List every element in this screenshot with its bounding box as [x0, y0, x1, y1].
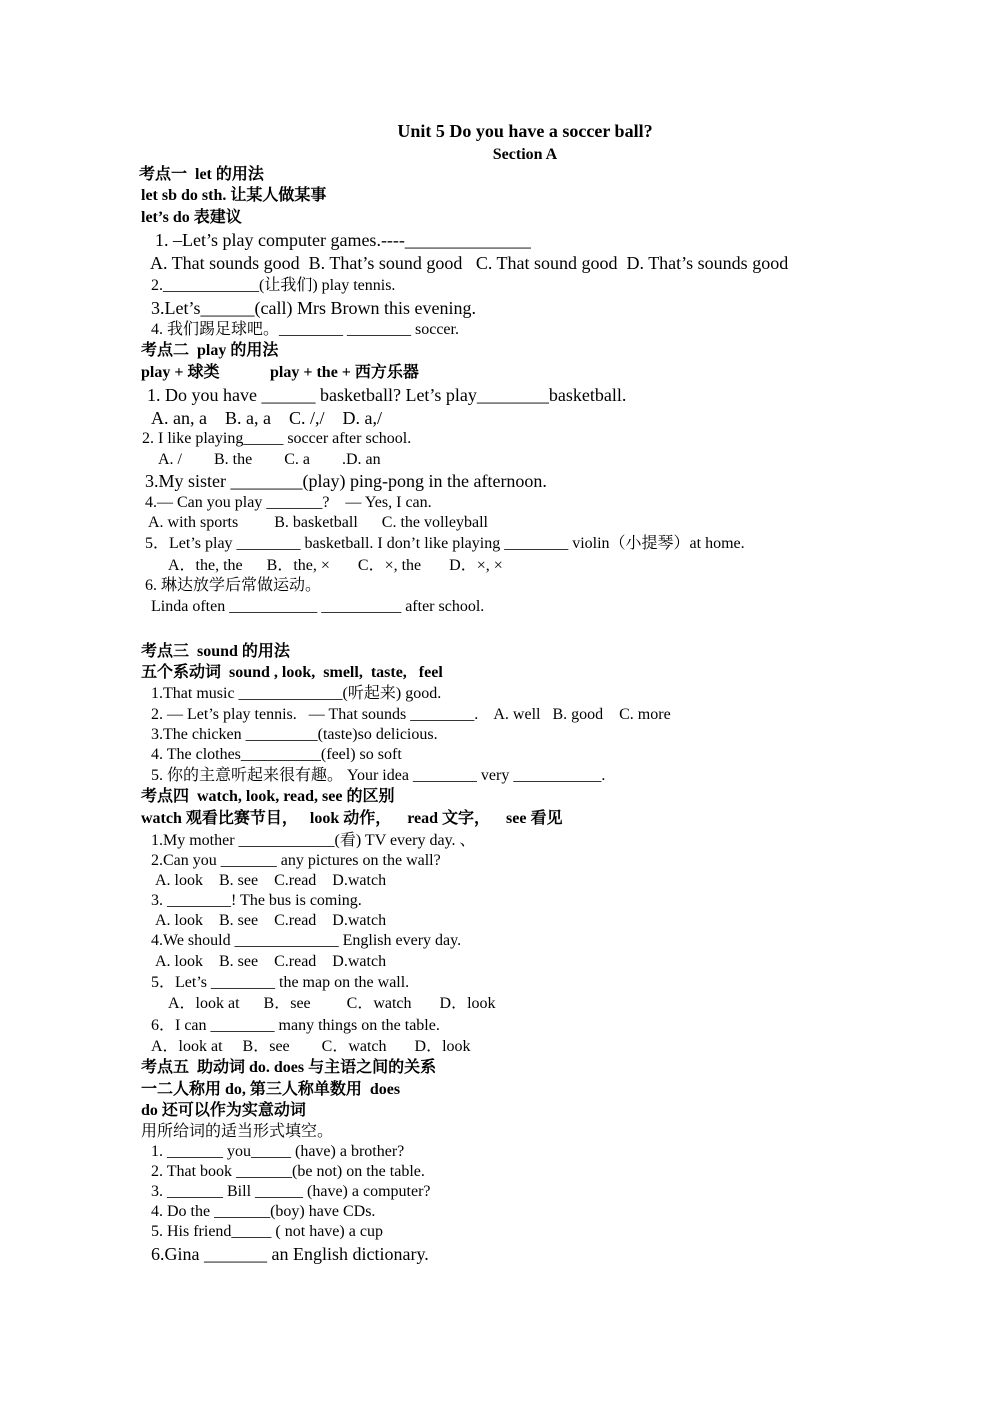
- section-1-rule-1: let sb do sth. 让某人做某事: [141, 187, 327, 204]
- section-5-rule-1: 一二人称用 do, 第三人称单数用 does: [141, 1081, 401, 1098]
- section-1-question-2: 2.____________(让我们) play tennis.: [151, 277, 396, 294]
- section-1-question-4: 4. 我们踢足球吧。________ ________ soccer.: [151, 321, 459, 338]
- section-2-rule-2: play + the + 西方乐器: [270, 364, 419, 381]
- section-2-question-2-options: A. / B. the C. a .D. an: [158, 451, 381, 468]
- section-3-question-4: 4. The clothes__________(feel) so soft: [151, 746, 402, 763]
- section-3-rule: 五个系动词 sound , look, smell, taste, feel: [141, 664, 443, 681]
- section-2-question-4-options: A. with sports B. basketball C. the volleyball: [148, 514, 488, 531]
- section-3-heading: 考点三 sound 的用法: [141, 643, 290, 660]
- section-5-question-4: 4. Do the _______(boy) have CDs.: [151, 1203, 376, 1220]
- section-2-question-6: 6. 琳达放学后常做运动。: [145, 577, 322, 594]
- section-2-heading: 考点二 play 的用法: [141, 342, 279, 359]
- section-5-rule-2: do 还可以作为实意动词: [141, 1102, 306, 1119]
- section-5-instruction: 用所给词的适当形式填空。: [141, 1123, 334, 1140]
- section-5-question-1: 1. _______ you_____ (have) a brother?: [151, 1143, 405, 1160]
- section-1-question-3: 3.Let’s______(call) Mrs Brown this evening.: [151, 298, 476, 318]
- section-4-question-4: 4.We should _____________ English every day.: [151, 932, 462, 949]
- section-4-question-6-options: A．look at B．see C．watch D．look: [151, 1038, 471, 1055]
- section-2-question-3: 3.My sister ________(play) ping-pong in the afternoon.: [145, 471, 547, 491]
- section-2-question-1: 1. Do you have ______ basketball? Let’s play________basketball.: [147, 385, 627, 405]
- section-2-question-5: 5．Let’s play ________ basketball. I don’t like playing ________ violin（小提琴）at home.: [145, 535, 745, 552]
- section-2-question-4: 4.— Can you play _______? — Yes, I can.: [145, 494, 432, 511]
- section-4-question-3-options: A. look B. see C.read D.watch: [155, 912, 387, 929]
- section-4-question-2-options: A. look B. see C.read D.watch: [155, 872, 387, 889]
- section-4-question-3: 3. ________! The bus is coming.: [151, 892, 362, 909]
- section-4-question-2: 2.Can you _______ any pictures on the wall?: [151, 852, 441, 869]
- section-4-question-5: 5．Let’s ________ the map on the wall.: [151, 974, 410, 991]
- section-2-question-5-options: A．the, the B．the, × C．×, the D．×, ×: [168, 557, 503, 574]
- page-title: Unit 5 Do you have a soccer ball?: [397, 121, 653, 141]
- section-1-rule-2: let’s do 表建议: [141, 209, 242, 226]
- section-1-heading: 考点一 let 的用法: [139, 166, 264, 183]
- section-3-question-3: 3.The chicken _________(taste)so delicious.: [151, 726, 438, 743]
- section-5-question-6: 6.Gina _______ an English dictionary.: [151, 1244, 429, 1264]
- section-4-question-5-options: A．look at B．see C．watch D．look: [168, 995, 496, 1012]
- section-4-question-6: 6．I can ________ many things on the table.: [151, 1017, 440, 1034]
- section-2-question-6-answer-line: Linda often ___________ __________ after school.: [151, 598, 485, 615]
- page-subtitle: Section A: [492, 146, 558, 163]
- section-3-question-5: 5. 你的主意听起来很有趣。 Your idea ________ very ___________.: [151, 767, 606, 784]
- section-2-rule-1: play + 球类: [141, 364, 220, 381]
- section-5-question-2: 2. That book _______(be not) on the table.: [151, 1163, 425, 1180]
- section-3-question-1: 1.That music _____________(听起来) good.: [151, 685, 442, 702]
- section-2-question-2: 2. I like playing_____ soccer after school.: [142, 430, 412, 447]
- section-5-question-3: 3. _______ Bill ______ (have) a computer?: [151, 1183, 431, 1200]
- section-5-question-5: 5. His friend_____ ( not have) a cup: [151, 1223, 383, 1240]
- section-1-question-1-options: A. That sounds good B. That’s sound good C. That sound good D. That’s sounds good: [150, 253, 789, 273]
- section-3-question-2: 2. — Let’s play tennis. — That sounds ________. A. well B. good C. more: [151, 706, 671, 723]
- section-5-heading: 考点五 助动词 do. does 与主语之间的关系: [141, 1059, 437, 1076]
- section-2-question-1-options: A. an, a B. a, a C. /,/ D. a,/: [151, 408, 382, 428]
- section-1-question-1: 1. –Let’s play computer games.----______________: [155, 230, 531, 250]
- section-4-heading: 考点四 watch, look, read, see 的区别: [141, 788, 395, 805]
- section-4-question-1: 1.My mother ____________(看) TV every day. 、: [151, 832, 476, 849]
- section-4-rule: watch 观看比赛节目， look 动作， read 文字， see 看见: [141, 810, 563, 827]
- section-4-question-4-options: A. look B. see C.read D.watch: [155, 953, 387, 970]
